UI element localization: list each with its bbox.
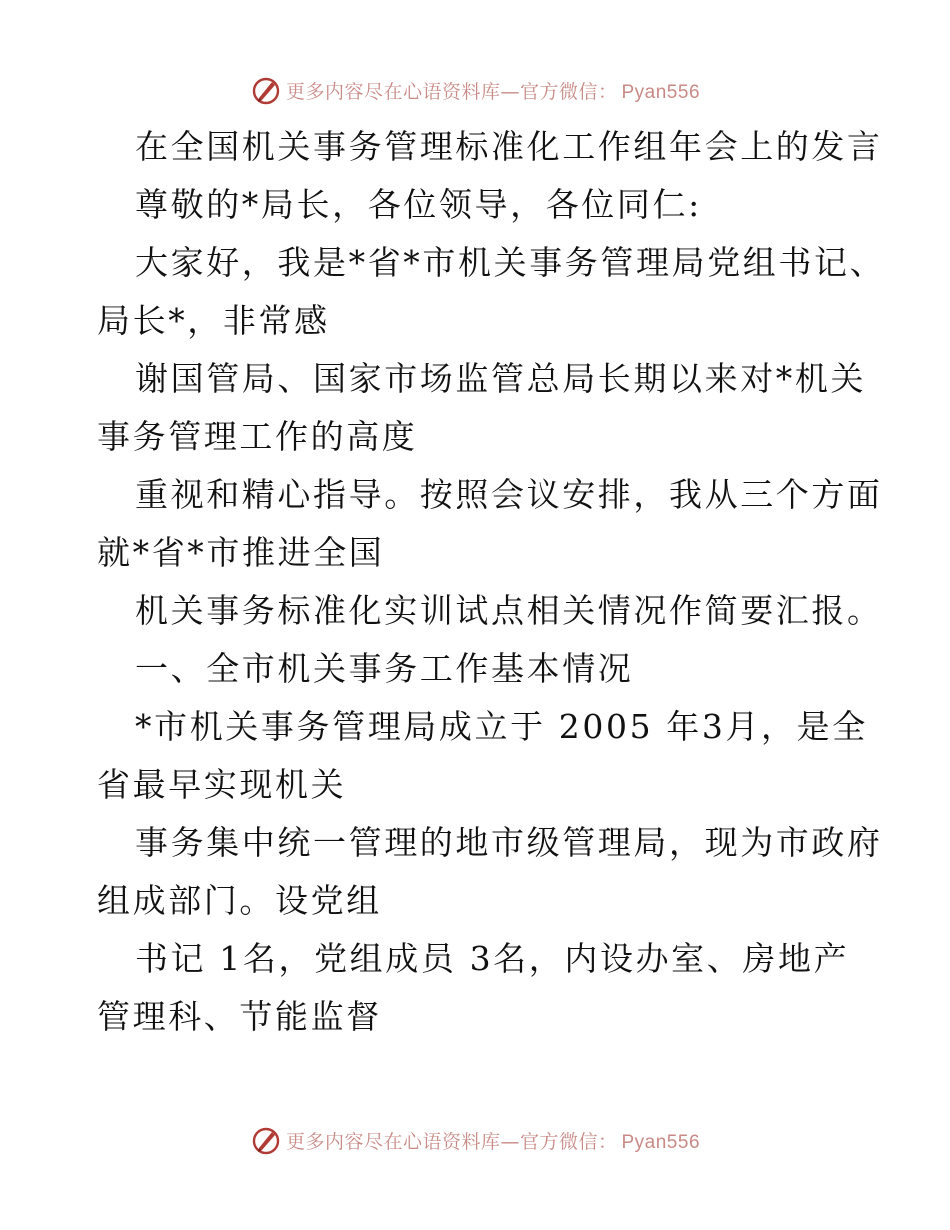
paragraph-line: 组成部门。设党组: [97, 881, 382, 920]
footer-watermark: [0, 1120, 950, 1160]
header-watermark: [0, 70, 950, 110]
watermark-text: 更多内容尽在心语资料库—官方微信： Pyan556: [285, 80, 701, 103]
paragraph-line: 大家好，我是*省*市机关事务管理局党组书记、: [135, 243, 886, 282]
paragraph-line: 就*省*市推进全国: [97, 533, 385, 572]
pen-logo-icon: [250, 1124, 282, 1156]
paragraph-line: 书记 1名，党组成员 3名，内设办室、房地产: [135, 939, 850, 978]
paragraph-line: 重视和精心指导。按照会议安排，我从三个方面: [135, 475, 883, 514]
paragraph-line: 省最早实现机关: [97, 765, 347, 804]
paragraph-line: 事务集中统一管理的地市级管理局，现为市政府: [135, 823, 883, 862]
paragraph-line: 管理科、节能监督: [97, 997, 382, 1036]
paragraph-line: 谢国管局、国家市场监管总局长期以来对*机关: [135, 359, 867, 398]
paragraph-line: 事务管理工作的高度: [97, 417, 418, 456]
salutation: 尊敬的*局长，各位领导，各位同仁:: [135, 185, 702, 224]
document-body: [97, 118, 886, 1046]
section-heading: 一、全市机关事务工作基本情况: [135, 649, 634, 688]
speech-title: 在全国机关事务管理标准化工作组年会上的发言: [135, 127, 883, 166]
pen-logo-icon: [250, 74, 282, 106]
paragraph-line: 局长*，非常感: [97, 301, 330, 340]
paragraph-line: *市机关事务管理局成立于 2005 年3月，是全: [135, 707, 868, 746]
paragraph-line: 机关事务标准化实训试点相关情况作简要汇报。: [135, 591, 883, 630]
watermark-text: 更多内容尽在心语资料库—官方微信： Pyan556: [285, 1130, 701, 1153]
